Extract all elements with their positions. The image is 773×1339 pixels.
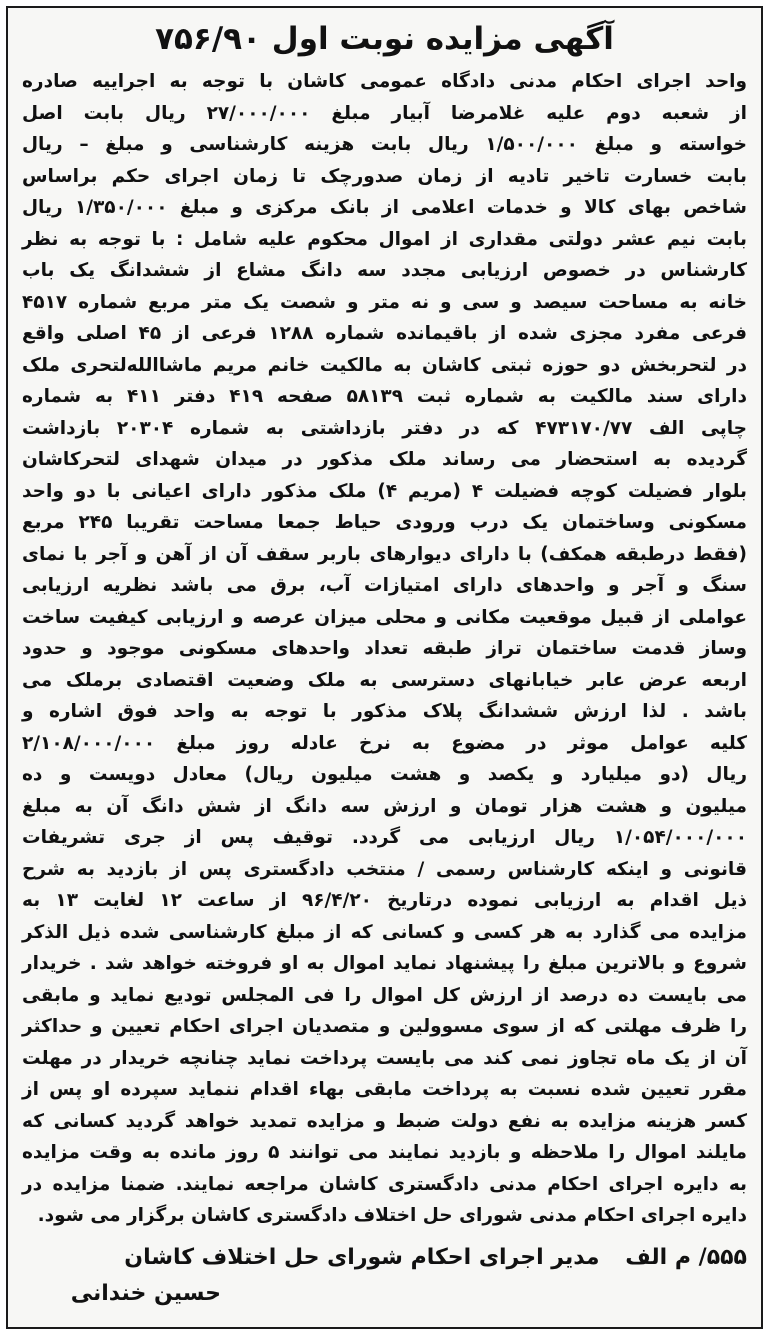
body-line: فرعی مفرد مجزی شده از باقیمانده شماره ۱۲۸۸ فرعی از ۴۵ اصلی واقع: [22, 323, 747, 344]
body-line: می بایست ده درصد از ارزش کل اموال را فی المجلس تودیع نماید و مابقی: [22, 984, 747, 1006]
body-line: خواسته و مبلغ ۱/۵۰۰/۰۰۰ ریال بابت هزینه کارشناسی و مبلغ – ریال: [22, 134, 747, 155]
body-line: مزایده می گذارد به هر کسی و کسانی که از مبلغ کارشناسی شده ذیل الذکر: [22, 921, 747, 943]
body-line: شاخص بهای کالا و خدمات اعلامی از بانک مرکزی و مبلغ ۱/۳۵۰/۰۰۰ ریال: [22, 197, 747, 218]
body-line: در لتحربخش دو حوزه ثبتی کاشان به مالکیت خانم مریم ماشاالله‌لتحری ملک: [22, 354, 747, 376]
body-line: اربعه عرض عابر خیابانهای دسترسی به ملک وضعیت اقتصادی برملک می: [22, 669, 747, 691]
body-line: ۱/۰۵۴/۰۰۰/۰۰۰ ریال ارزیابی می گردد. توقیف پس از جری تشریفات: [22, 827, 747, 848]
signature-block: [8, 1240, 761, 1312]
body-line: میلیون و هشت هزار تومان و ارزش سه دانگ از شش دانگ آن به مبلغ: [22, 795, 747, 817]
body-line: سنگ و آجر و واحدهای دارای امتیازات آب، برق می باشد نظریه ارزیابی: [22, 575, 747, 596]
body-line: مسکونی وساختمان یک درب ورودی حیاط جمعا مساحت تقریبا ۲۴۵ مربع: [22, 512, 747, 533]
body-line: دارای سند مالکیت به شماره ثبت ۵۸۱۳۹ صفحه ۴۱۹ دفتر ۴۱۱ به شماره: [22, 386, 747, 407]
body-line: دایره اجرای احکام مدنی شورای حل اختلاف دادگستری کاشان برگزار می شود.: [37, 1205, 747, 1226]
body-line: ذیل اقدام به ارزیابی نموده درتاریخ ۹۶/۴/۲۰ از ساعت ۱۲ لغایت ۱۳ به: [22, 890, 748, 911]
body-line: باشد . لذا ارزش ششدانگ پلاک مذکور با توجه به واحد فوق اشاره و: [22, 701, 747, 722]
notice-frame: [6, 6, 763, 1329]
body-line: شروع و بالاترین مبلغ را پیشنهاد نماید اموال به او فروخته خواهد شد . خریدار: [22, 953, 747, 974]
body-line: کلیه عوامل موثر در مضوع به نرخ عادله روز مبلغ ۲/۱۰۸/۰۰۰/۰۰۰: [22, 732, 747, 754]
body-line: کارشناس در خصوص ارزیابی مجدد سه دانگ مشاع از ششدانگ یک باب: [22, 260, 747, 281]
body-line: کسر هزینه مزایده به نفع دولت ضبط و مزایده تمدید خواهد گردید کسانی که: [22, 1110, 747, 1132]
body-line: بابت نیم عشر دولتی مقداری از اموال محکوم علیه شامل : با توجه به نظر: [22, 228, 747, 250]
body-line: قانونی و اینکه کارشناس رسمی / منتخب دادگستری پس از بازدید به شرح: [22, 858, 747, 880]
body-line: مایلند اموال را ملاحظه و بازدید نمایند می توانند ۵ روز مانده به وقت مزایده: [22, 1142, 747, 1163]
body-line: به دایره اجرای احکام مدنی دادگستری کاشان مراجعه نمایند. ضمنا مزایده در: [22, 1173, 747, 1195]
body-line: (فقط درطبقه همکف) با دارای دیوارهای باربر سقف آن از آهن و آجر با نمای: [22, 543, 747, 565]
body-line: گردیده به استحضار می رساند ملک مذکور در میدان شهدای لتحرکاشان: [22, 449, 747, 470]
body-line: وساز قدمت ساختمان تراز طبقه تعداد واحدهای مسکونی موجود و حدود: [22, 638, 747, 659]
body-line: مقرر تعیین شده نسبت به پرداخت مابقی بهاء اقدام ننماید سپرده او پس از: [22, 1079, 747, 1100]
body-line: بابت خسارت تاخیر تادیه از زمان صدورچک تا زمان اجرای حکم براساس: [22, 165, 747, 187]
body-line: را ظرف مهلتی که از سوی مسوولین و متصدیان اجرای احکام تعیین و حداکثر: [22, 1016, 747, 1037]
body-line: خانه به مساحت سیصد و سی و نه متر و شصت یک متر مربع شماره ۴۵۱۷: [22, 291, 747, 313]
body-line: واحد اجرای احکام مدنی دادگاه عمومی کاشان با توجه به اجراییه صادره: [22, 71, 747, 92]
notice-body: [8, 66, 761, 1232]
body-line: از شعبه دوم علیه غلامرضا آبیار مبلغ ۲۷/۰۰۰/۰۰۰ ریال بابت اصل: [22, 102, 747, 124]
body-line: آن از یک ماه تجاوز نمی کند می بایست پرداخت نماید چنانچه خریدار در مهلت: [22, 1047, 747, 1069]
body-line: ریال (دو میلیارد و یکصد و هشت میلیون ریال) معادل دویست و ده: [22, 764, 747, 785]
body-line: چاپی الف ۴۷۳۱۷۰/۷۷ که در دفتر بازداشتی به شماره ۲۰۳۰۴ بازداشت: [22, 417, 747, 439]
signer-name: حسین خندانی: [70, 1281, 221, 1306]
notice-title: آگهی مزایده نوبت اول ۷۵۶/۹۰: [155, 21, 614, 57]
signer-title: مدیر اجرای احکام شورای حل اختلاف کاشان: [124, 1245, 600, 1270]
signature-line: [8, 1240, 761, 1276]
body-line: بلوار فضیلت کوچه فضیلت ۴ (مریم ۴) ملک مذکور دارای اعیانی با دو واحد: [22, 480, 747, 502]
reference-code: ۵۵۵/ م الف: [625, 1245, 747, 1270]
body-line: عواملی از قبیل موقعیت مکانی و محلی میزان عرصه و ارزیابی کیفیت ساخت: [22, 606, 747, 628]
